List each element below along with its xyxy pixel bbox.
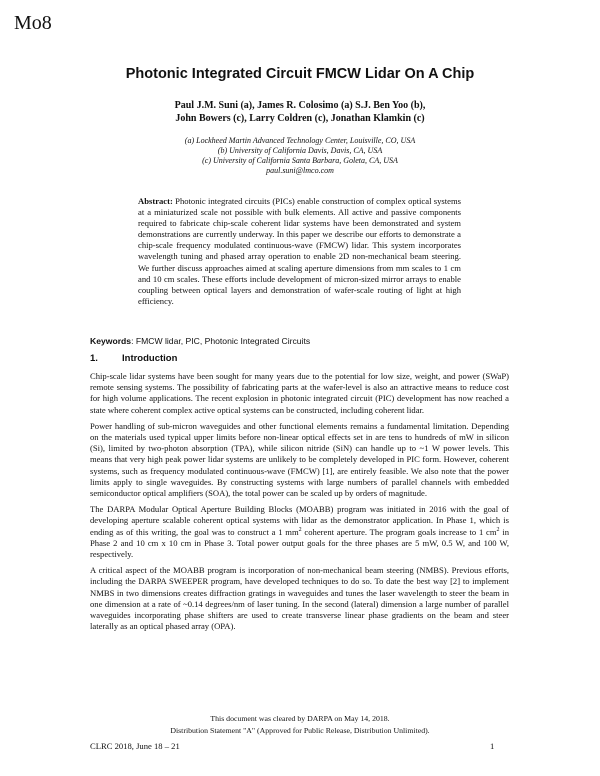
paragraph: A critical aspect of the MOABB program is incorporation of non-mechanical beam steering (NMBS). Previous efforts, including the DARPA SWEEPER program, have developed techniques to do so. To date the best way [2] to implement NMBS in two dimensions creates diffraction gratings in waveguides and tunes the laser wavelength to steer the beam in one dimension at a rate of ~0.14 degrees/nm of laser tuning. In the second (lateral) dimension a large number of parallel waveguides incorporating phase shifters are used to create transverse linear phase gradients on the beam and steer laterally as an optical phased array (OPA).: [90, 565, 509, 632]
paragraph-text: The DARPA Modular Optical Aperture Building Blocks (MOABB) program was initiated in 2016 with the goal of developing aperture scalable coherent optical systems with lidar as the demonstrator application. In Phase 1, which is ending as of this writing, the goal was to construct a 1 mm: [90, 504, 509, 537]
affiliations: [0, 136, 600, 176]
paper-title: Photonic Integrated Circuit FMCW Lidar On A Chip: [125, 66, 475, 82]
section-title: Introduction: [122, 353, 178, 364]
section-heading: [90, 353, 177, 364]
author-line: John Bowers (c), Larry Coldren (c), Jonathan Klamkin (c): [175, 113, 425, 124]
section-number: 1.: [90, 353, 98, 364]
abstract: [138, 196, 461, 307]
superscript: 2: [298, 526, 302, 533]
affiliation-line: (b) University of California Davis, Davis, CA, USA: [217, 146, 383, 155]
session-code: Mo8: [14, 12, 52, 34]
abstract-label: Abstract:: [138, 196, 173, 206]
contact-email: paul.suni@lmco.com: [266, 166, 334, 175]
paragraph-text: in Phase 2 and 10 cm x 10 cm in Phase 3. Total power output goals for the three phases are 5 mW, 0.5 W, and 100 W, respectively.: [90, 526, 509, 560]
authors: [0, 99, 600, 125]
footer-notice: [0, 713, 600, 737]
keywords-text: : FMCW lidar, PIC, Photonic Integrated Circuits: [131, 336, 311, 346]
paragraph: Chip-scale lidar systems have been sought for many years due to the potential for low size, weight, and power (SWaP) remote sensing systems. The possibility of fabricating parts at the wafer-level is also an attractive means to reduce cost for high volume applications. The recent explosion in photonic integrated circuit (PIC) development has now reached a state where coherent complex active optical systems can be constructed, including coherent lidar.: [90, 371, 509, 415]
keywords: [90, 336, 310, 346]
conference-label: CLRC 2018, June 18 – 21: [90, 741, 180, 751]
distribution-statement: Distribution Statement "A" (Approved for Public Release, Distribution Unlimited).: [170, 726, 430, 735]
abstract-text: Photonic integrated circuits (PICs) enable construction of complex optical systems at a miniaturized scale not possible with bulk elements. All active and passive components required to fabricate chip-scale coherent lidar systems have been demonstrated and system demonstrations are currently underway. In this paper we describe our efforts to demonstrate a chip-scale frequency modulated continuous-wave (FMCW) lidar. This system incorporates wavelength tuning and phased array operation to enable 2D non-mechanical beam steering. We further discuss approaches aimed at scaling aperture dimensions from mm scales to 1 cm and 10 cm scales. These efforts include development of micron-sized mirror arrays to enable coupling between optical layers and demonstration of wafer-scale routing of light at high efficiency.: [138, 196, 461, 306]
affiliation-line: (c) University of California Santa Barbara, Goleta, CA, USA: [202, 156, 398, 165]
page-number: 1: [490, 741, 495, 751]
body-text: [90, 371, 509, 637]
author-line: Paul J.M. Suni (a), James R. Colosimo (a) S.J. Ben Yoo (b),: [174, 100, 426, 111]
paragraph: [90, 504, 509, 560]
paragraph-text: coherent aperture. The program goals increase to 1 cm: [301, 526, 497, 537]
superscript: 2: [496, 526, 500, 533]
paragraph: Power handling of sub-micron waveguides and other functional elements remains a fundamental limitation. Depending on the materials used typical upper limits before non-linear optical effects set in are tens to hundreds of mW in silicon (Si), limited by two-photon absorption (TPA), while silicon nitride (SiN) can handle up to ~1 W power levels. This means that very high peak power lidar systems are unlikely to be completely developed in PIC form. However, coherent systems, such as frequency modulated continuous-wave (FMCW) [1], are entirely feasible. We also note that the power limits apply to single waveguides. By constructing systems with large numbers of parallel channels with embedded semiconductor optical amplifiers (SOA), the total power can be scaled up by orders of magnitude.: [90, 420, 509, 499]
affiliation-line: (a) Lockheed Martin Advanced Technology Center, Louisville, CO, USA: [184, 136, 416, 145]
clearance-note: This document was cleared by DARPA on May 14, 2018.: [210, 714, 390, 723]
keywords-label: Keywords: [90, 336, 132, 346]
